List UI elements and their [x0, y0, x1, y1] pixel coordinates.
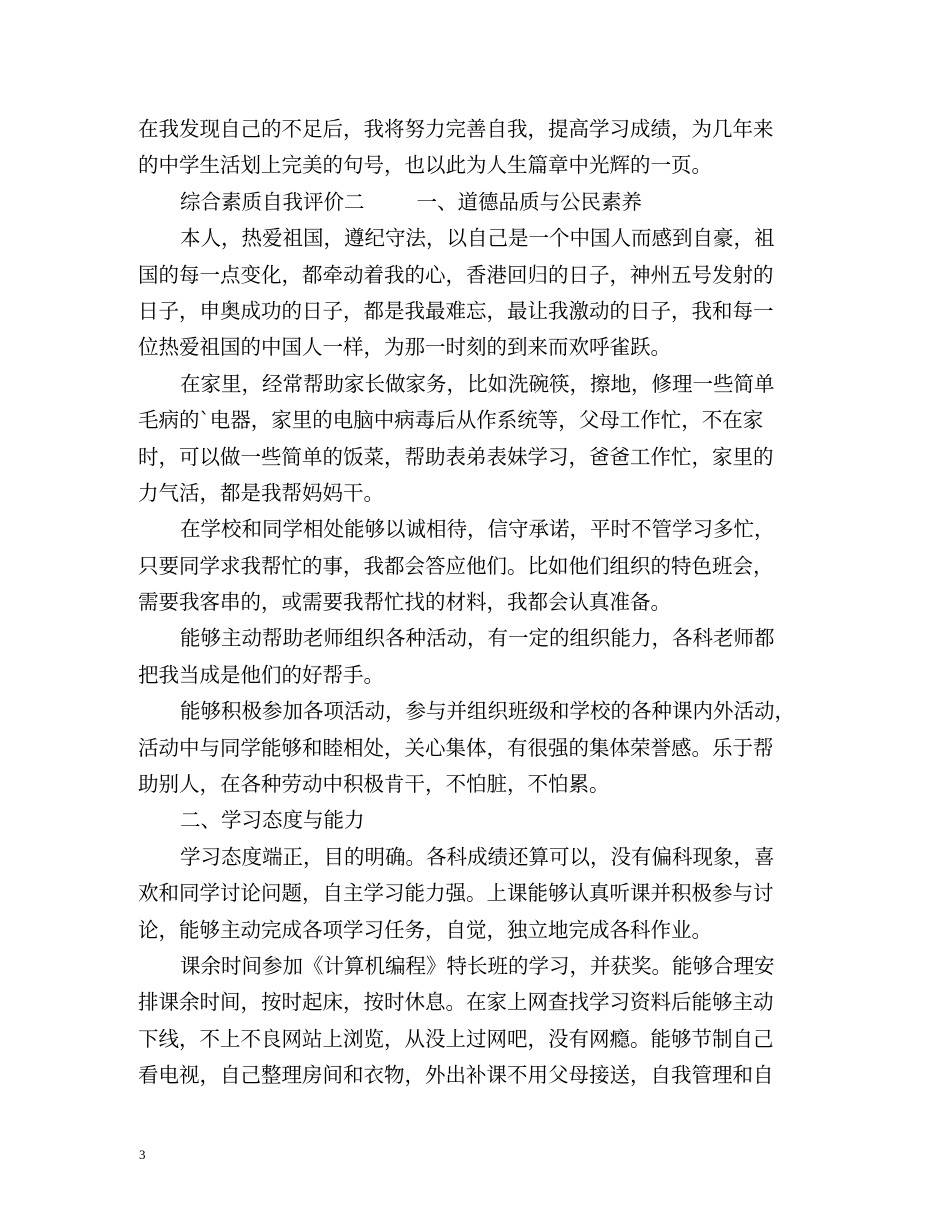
heading-title: 综合素质自我评价二: [180, 189, 365, 214]
text-line: 本人，热爱祖国，遵纪守法，以自己是一个中国人而感到自豪，祖: [180, 226, 775, 251]
text-line: 在我发现自己的不足后，我将努力完善自我，提高学习成绩，为几年来: [138, 117, 774, 141]
text-line: 在学校和同学相处能够以诚相待，信守承诺，平时不管学习多忙，: [180, 517, 775, 542]
text-line: 欢和同学讨论问题，自主学习能力强。上课能够认真听课并积极参与讨: [138, 881, 774, 906]
text-line: 的中学生活划上完美的句号，也以此为人生篇章中光辉的一页。: [138, 153, 712, 178]
text-line: 课余时间参加《计算机编程》特长班的学习，并获奖。能够合理安: [180, 953, 775, 978]
text-line: 看电视，自己整理房间和衣物，外出补课不用父母接送，自我管理和自: [138, 1063, 774, 1088]
section-heading: [138, 184, 818, 220]
text-line: 学习态度端正，目的明确。各科成绩还算可以，没有偏科现象，喜: [180, 844, 775, 869]
text-line: 毛病的`电器，家里的电脑中病毒后从作系统等，父母工作忙，不在家: [138, 408, 764, 433]
text-line: 位热爱祖国的中国人一样，为那一时刻的到来而欢呼雀跃。: [138, 335, 671, 360]
section-heading: 二、学习态度与能力: [180, 808, 365, 833]
text-line: 时，可以做一些简单的饭菜，帮助表弟表妹学习，爸爸工作忙，家里的: [138, 444, 774, 469]
text-line: 需要我客串的，或需要我帮忙找的材料，我都会认真准备。: [138, 590, 671, 615]
text-line: 只要同学求我帮忙的事，我都会答应他们。比如他们组织的特色班会，: [138, 553, 774, 578]
text-line: 能够积极参加各项活动，参与并组织班级和学校的各种课内外活动，: [180, 699, 795, 724]
document-body: [138, 111, 818, 1094]
text-line: 在家里，经常帮助家长做家务，比如洗碗筷，擦地，修理一些简单: [180, 371, 775, 396]
text-line: 排课余时间，按时起床，按时休息。在家上网查找学习资料后能够主动: [138, 990, 774, 1015]
text-line: 能够主动帮助老师组织各种活动，有一定的组织能力，各科老师都: [180, 626, 775, 651]
text-line: 助别人，在各种劳动中积极肯干，不怕脏，不怕累。: [138, 772, 610, 797]
text-line: 国的每一点变化，都牵动着我的心，香港回归的日子，神州五号发射的: [138, 262, 774, 287]
text-line: 力气活，都是我帮妈妈干。: [138, 480, 384, 505]
text-line: 把我当成是他们的好帮手。: [138, 662, 384, 687]
text-line: 论，能够主动完成各项学习任务，自觉，独立地完成各科作业。: [138, 917, 712, 942]
text-line: 活动中与同学能够和睦相处，关心集体，有很强的集体荣誉感。乐于帮: [138, 735, 774, 760]
text-line: 日子，申奥成功的日子，都是我最难忘，最让我激动的日子，我和每一: [138, 298, 774, 323]
heading-section: 一、道德品质与公民素养: [416, 189, 642, 214]
text-line: 下线，不上不良网站上浏览，从没上过网吧，没有网瘾。能够节制自己: [138, 1026, 774, 1051]
page-number: 3: [139, 1147, 146, 1162]
